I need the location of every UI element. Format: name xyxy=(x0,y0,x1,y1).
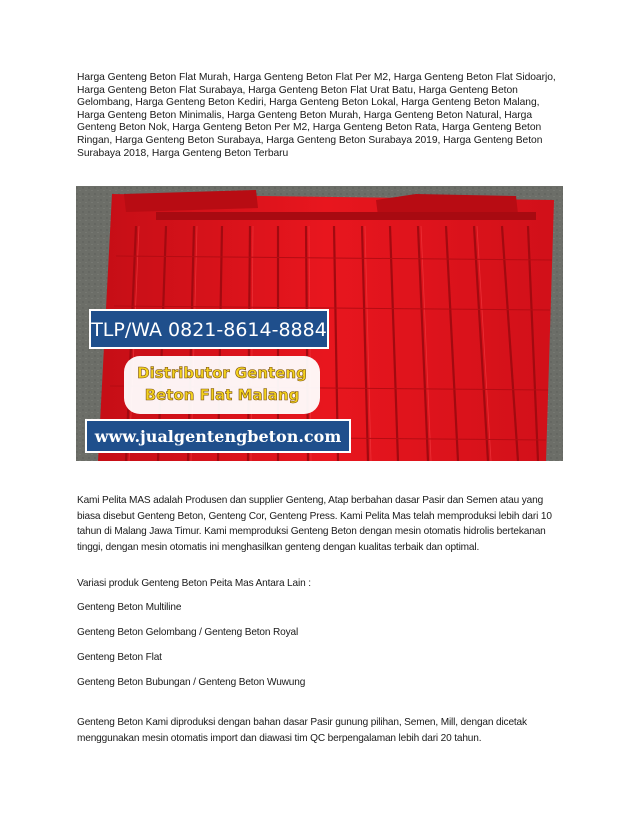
variant-item-bubungan: Genteng Beton Bubungan / Genteng Beton Wuwung xyxy=(77,677,306,688)
website-text: www.jualgentengbeton.com xyxy=(94,427,342,446)
variant-item-flat: Genteng Beton Flat xyxy=(77,652,162,663)
title-line-1: Distributor Genteng xyxy=(137,364,307,382)
production-paragraph: Genteng Beton Kami diproduksi dengan bahan dasar Pasir gunung pilihan, Semen, Mill, dengan dicetak menggunakan mesin otomatis import dan diawasi tim QC berpengalaman lebih dari 20 tahun. xyxy=(77,717,527,744)
product-photo xyxy=(76,186,563,461)
title-line-2: Beton Flat Malang xyxy=(144,386,300,404)
company-description-paragraph: Kami Pelita MAS adalah Produsen dan supplier Genteng, Atap berbahan dasar Pasir dan Semen atau yang biasa disebut Genteng Beton, Genteng Cor, Genteng Press. Kami Pelita Mas telah memproduksi lebih dari 10 tahun di Malang Jawa Timur. Kami memproduksi Genteng Beton dengan mesin otomatis hidrolis bertekanan tinggi, dengan mesin otomatis ini menghasilkan genteng dengan kualitas terbaik dan optimal. xyxy=(77,495,552,553)
phone-banner-text: TLP/WA 0821-8614-8884 xyxy=(91,319,327,341)
variant-item-gelombang: Genteng Beton Gelombang / Genteng Beton Royal xyxy=(77,627,299,638)
variants-heading: Variasi produk Genteng Beton Peita Mas Antara Lain : xyxy=(77,578,311,589)
intro-keywords-paragraph: Harga Genteng Beton Flat Murah, Harga Genteng Beton Flat Per M2, Harga Genteng Beton Flat Sidoarjo, Harga Genteng Beton Flat Surabaya, Harga Genteng Beton Flat Urat Batu, Harga Genteng Beton Gelombang, Harga Genteng Beton Kediri, Harga Genteng Beton Lokal, Harga Genteng Beton Malang, Harga Genteng Beton Minimalis, Harga Genteng Beton Murah, Harga Genteng Beton Natural, Harga Genteng Beton Nok, Harga Genteng Beton Per M2, Harga Genteng Beton Rata, Harga Genteng Beton Ringan, Harga Genteng Beton Surabaya, Harga Genteng Beton Surabaya 2019, Harga Genteng Beton Surabaya 2018, Harga Genteng Beton Terbaru xyxy=(77,72,556,159)
variant-item-multiline: Genteng Beton Multiline xyxy=(77,602,182,613)
roof-tile-illustration xyxy=(76,186,563,461)
